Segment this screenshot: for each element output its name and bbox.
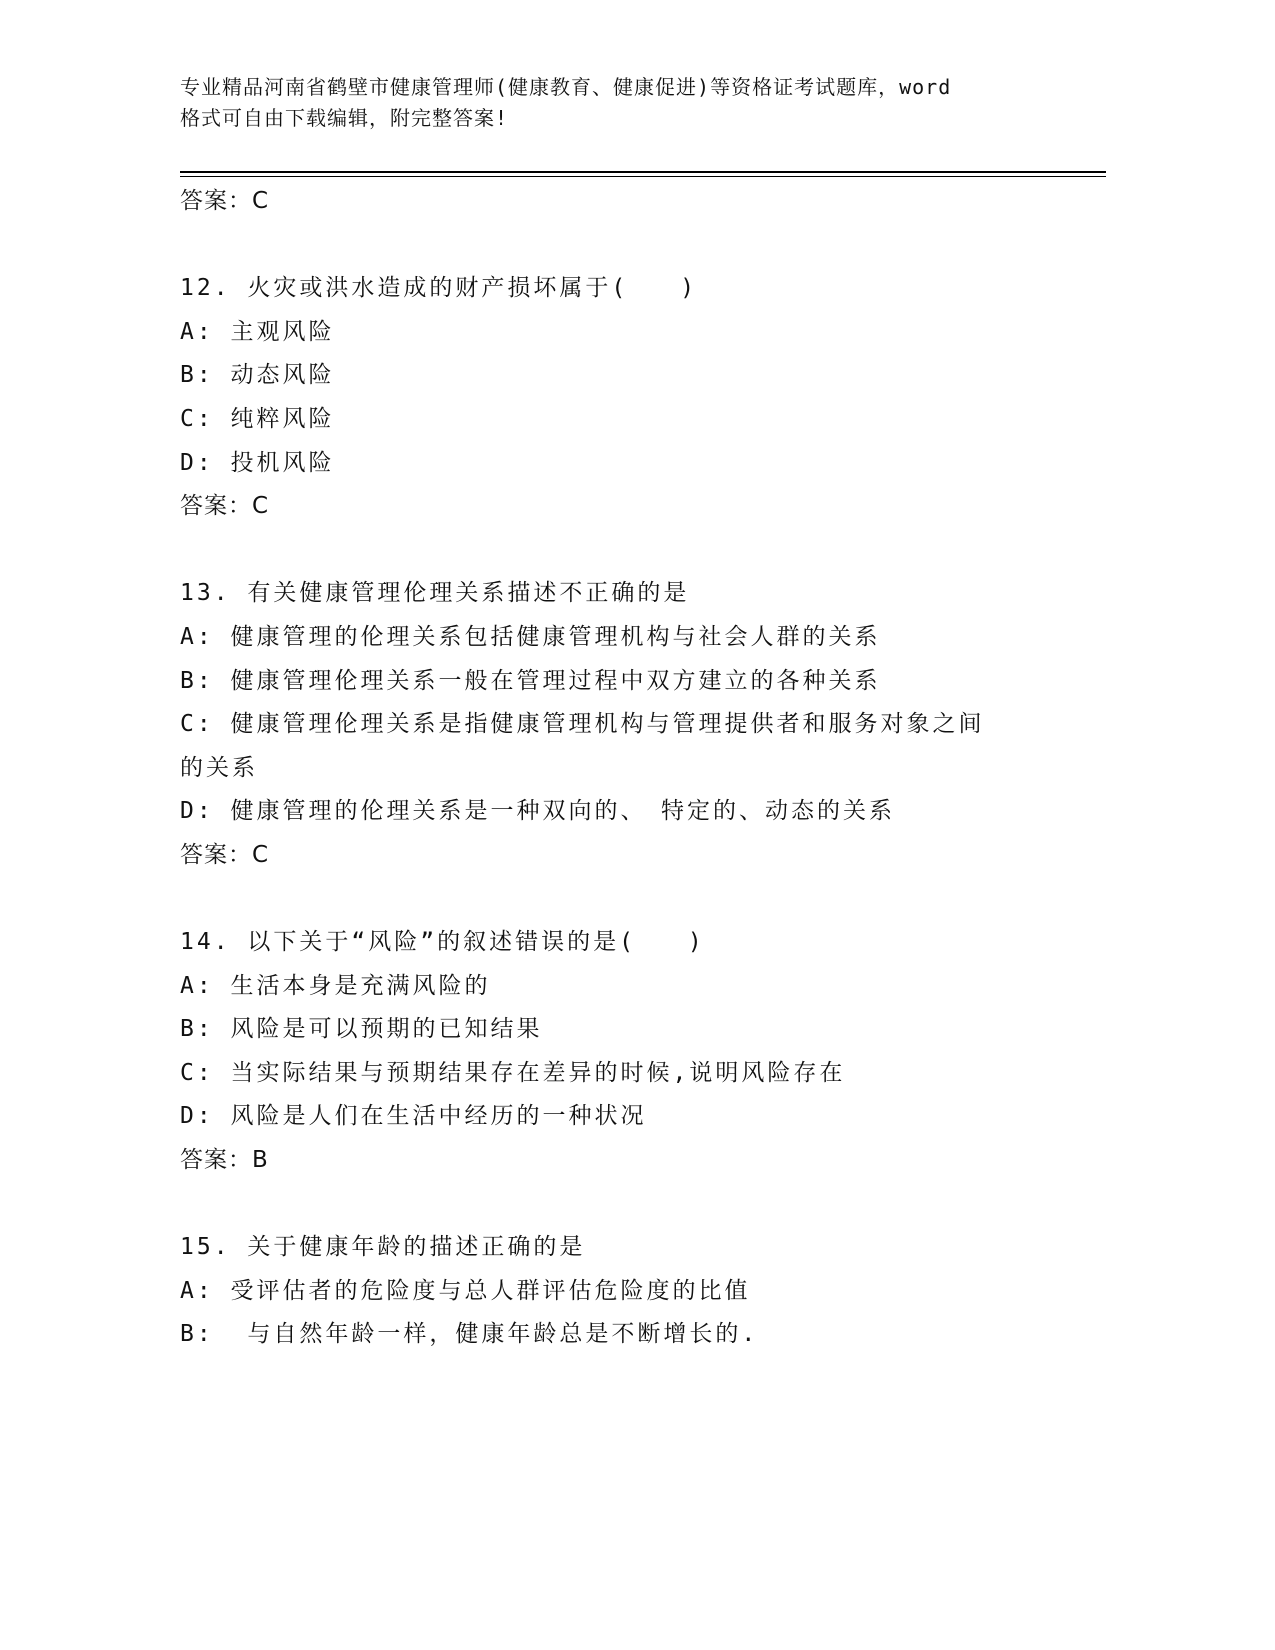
answer-option: C: 纯粹风险: [180, 405, 335, 432]
answer-option: B: 健康管理伦理关系一般在管理过程中双方建立的各种关系: [180, 667, 881, 694]
header-divider-thick: [180, 171, 1106, 173]
blank-line: [180, 878, 1080, 922]
answer-option: B: 动态风险: [180, 362, 335, 389]
answer-option: A: 受评估者的危险度与总人群评估危险度的比值: [180, 1277, 751, 1304]
answer-option: 的关系: [180, 754, 258, 781]
answer-line: 答案：C: [180, 188, 270, 214]
answer-option: D: 健康管理的伦理关系是一种双向的、 特定的、动态的关系: [180, 798, 896, 825]
question-stem: 15. 关于健康年龄的描述正确的是: [180, 1234, 586, 1261]
answer-option: C: 健康管理伦理关系是指健康管理机构与管理提供者和服务对象之间: [180, 711, 985, 738]
answer-option: B: 风险是可以预期的已知结果: [180, 1016, 543, 1043]
answer-line: 答案：C: [180, 841, 270, 868]
answer-option: A: 生活本身是充满风险的: [180, 972, 491, 999]
blank-line: [180, 1183, 1080, 1227]
answer-option: C: 当实际结果与预期结果存在差异的时候,说明风险存在: [180, 1059, 846, 1086]
answer-option: D: 风险是人们在生活中经历的一种状况: [180, 1103, 647, 1130]
answer-option: B: 与自然年龄一样，健康年龄总是不断增长的.: [180, 1321, 759, 1348]
header-line-1: 专业精品河南省鹤壁市健康管理师(健康教育、健康促进)等资格证考试题库，word: [180, 75, 952, 99]
answer-line: 答案：B: [180, 1147, 269, 1174]
question-stem: 14. 以下关于“风险”的叙述错误的是( ): [180, 929, 705, 956]
document-header: [180, 72, 1060, 134]
blank-line: [180, 529, 1080, 573]
answer-line: 答案：C: [180, 493, 270, 520]
answer-option: D: 投机风险: [180, 449, 335, 476]
header-line-2: 格式可自由下载编辑，附完整答案!: [180, 106, 509, 130]
question-stem: 12. 火灾或洪水造成的财产损坏属于( ): [180, 275, 698, 302]
question-stem: 13. 有关健康管理伦理关系描述不正确的是: [180, 580, 690, 607]
document-body: [180, 180, 1080, 1357]
answer-option: A: 健康管理的伦理关系包括健康管理机构与社会人群的关系: [180, 623, 881, 650]
blank-line: [180, 224, 1080, 268]
header-divider-thin: [180, 176, 1106, 177]
answer-option: A: 主观风险: [180, 318, 335, 345]
